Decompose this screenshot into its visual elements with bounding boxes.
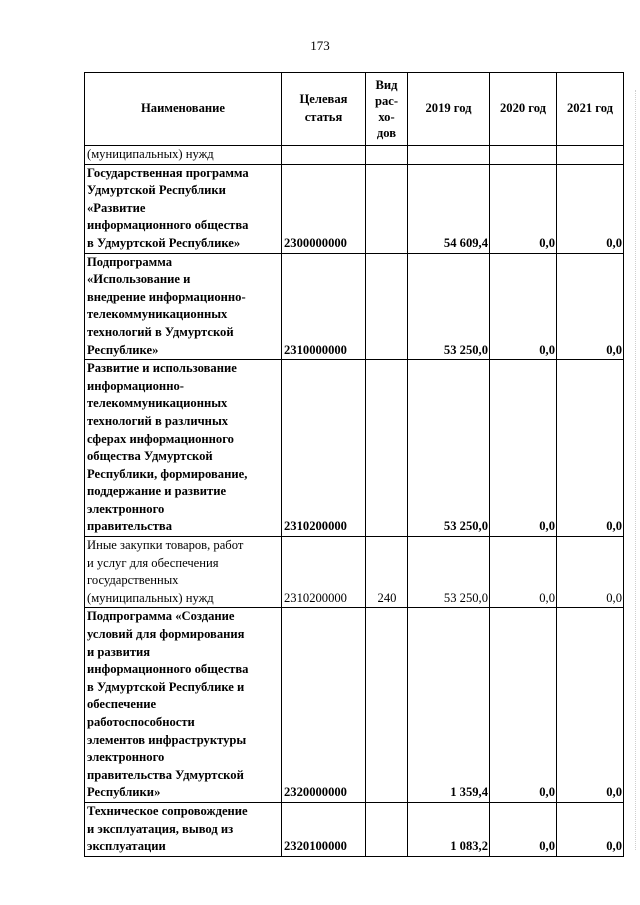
cell-2020	[490, 146, 557, 165]
table-row	[85, 537, 624, 608]
table-row	[85, 360, 624, 537]
cell-2021: 0,0	[557, 164, 624, 253]
cell-expense-type	[366, 253, 408, 360]
budget-table	[84, 72, 624, 857]
cell-2020: 0,0	[490, 802, 557, 856]
scan-edge-mark	[635, 90, 637, 850]
cell-2019: 1 359,4	[408, 608, 490, 803]
table-row	[85, 253, 624, 360]
cell-2019	[408, 146, 490, 165]
cell-expense-type	[366, 164, 408, 253]
cell-expense-type	[366, 146, 408, 165]
page-number: 173	[310, 38, 330, 53]
cell-2021: 0,0	[557, 608, 624, 803]
cell-name: Подпрограмма «Создание условий для формирования и развития информационного общества в Удмуртской Республике и обеспечение работоспособности элементов инфраструктуры электронного правительства Удмуртской Республики»	[85, 608, 282, 803]
cell-2021	[557, 146, 624, 165]
cell-target-article: 2320100000	[282, 802, 366, 856]
cell-expense-type	[366, 360, 408, 537]
cell-target-article: 2310000000	[282, 253, 366, 360]
header-expense-type-text: Вид рас- хо- дов	[374, 78, 399, 140]
cell-expense-type	[366, 802, 408, 856]
header-2021: 2021 год	[557, 73, 624, 146]
cell-expense-type	[366, 608, 408, 803]
cell-2019: 53 250,0	[408, 360, 490, 537]
table-body	[85, 146, 624, 857]
cell-name: Развитие и использование информационно- телекоммуникационных технологий в различных сферах информационного общества Удмуртской Республики, формирование, поддержание и развитие электронного правительства	[85, 360, 282, 537]
cell-name: Техническое сопровождение и эксплуатация, вывод из эксплуатации	[85, 802, 282, 856]
header-expense-type	[366, 73, 408, 146]
table-header-row	[85, 73, 624, 146]
cell-name: (муниципальных) нужд	[85, 146, 282, 165]
header-2019: 2019 год	[408, 73, 490, 146]
table-row	[85, 802, 624, 856]
table-row	[85, 146, 624, 165]
cell-name: Государственная программа Удмуртской Республики «Развитие информационного общества в Удмуртской Республике»	[85, 164, 282, 253]
cell-2020: 0,0	[490, 608, 557, 803]
cell-2019: 54 609,4	[408, 164, 490, 253]
cell-target-article: 2320000000	[282, 608, 366, 803]
cell-2020: 0,0	[490, 164, 557, 253]
cell-name: Иные закупки товаров, работ и услуг для обеспечения государственных (муниципальных) нужд	[85, 537, 282, 608]
cell-2019: 53 250,0	[408, 537, 490, 608]
header-2020: 2020 год	[490, 73, 557, 146]
cell-name: Подпрограмма «Использование и внедрение информационно- телекоммуникационных технологий в Удмуртской Республике»	[85, 253, 282, 360]
cell-2019: 53 250,0	[408, 253, 490, 360]
cell-target-article: 2310200000	[282, 360, 366, 537]
header-target-article-text: Целевая статья	[299, 92, 348, 124]
table-row	[85, 164, 624, 253]
table-row	[85, 608, 624, 803]
cell-2021: 0,0	[557, 253, 624, 360]
cell-2019: 1 083,2	[408, 802, 490, 856]
cell-2021: 0,0	[557, 537, 624, 608]
cell-2020: 0,0	[490, 537, 557, 608]
cell-target-article: 2300000000	[282, 164, 366, 253]
cell-2020: 0,0	[490, 253, 557, 360]
cell-2021: 0,0	[557, 802, 624, 856]
cell-2021: 0,0	[557, 360, 624, 537]
header-name: Наименование	[85, 73, 282, 146]
cell-target-article: 2310200000	[282, 537, 366, 608]
cell-2020: 0,0	[490, 360, 557, 537]
header-target-article	[282, 73, 366, 146]
cell-expense-type: 240	[366, 537, 408, 608]
cell-target-article	[282, 146, 366, 165]
